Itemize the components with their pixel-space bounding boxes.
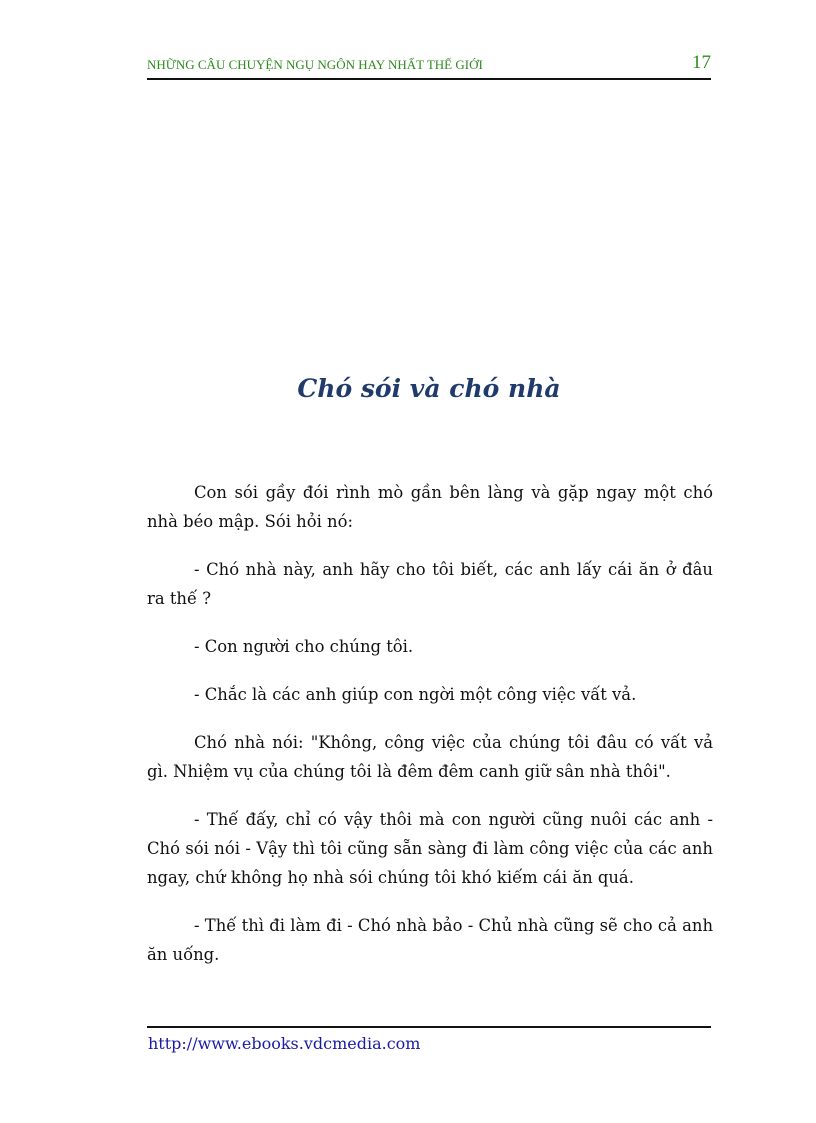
paragraph-4: - Chắc là các anh giúp con ngời một công việc vất vả. [194, 685, 637, 704]
paragraph-3: - Con người cho chúng tôi. [194, 637, 414, 656]
paragraph-5: Chó nhà nói: "Không, công việc của chúng tôi đâu có vất vả gì. Nhiệm vụ của chúng tôi là đêm đêm canh giữ sân nhà thôi". [147, 733, 713, 781]
page-header [147, 52, 711, 80]
story-title: Chó sói và chó nhà [297, 374, 561, 403]
paragraph-6: - Thế đấy, chỉ có vậy thôi mà con người cũng nuôi các anh - Chó sói nói - Vậy thì tôi cũng sẵn sàng đi làm công việc của các anh ngay, chứ không họ nhà sói chúng tôi khó kiếm cái ăn quá. [147, 810, 713, 887]
footer-link[interactable]: http://www.ebooks.vdcmedia.com [148, 1034, 421, 1053]
paragraph-1: Con sói gầy đói rình mò gần bên làng và gặp ngay một chó nhà béo mập. Sói hỏi nó: [147, 483, 713, 531]
footer-divider [147, 1026, 711, 1028]
paragraph-2: - Chó nhà này, anh hãy cho tôi biết, các anh lấy cái ăn ở đâu ra thế ? [147, 560, 713, 608]
paragraph-7: - Thế thì đi làm đi - Chó nhà bảo - Chủ nhà cũng sẽ cho cả anh ăn uống. [147, 916, 713, 964]
page-number: 17 [692, 52, 711, 73]
story-body [147, 478, 713, 988]
header-title: NHỮNG CÂU CHUYỆN NGỤ NGÔN HAY NHẤT THẾ GIỚI [147, 57, 483, 72]
